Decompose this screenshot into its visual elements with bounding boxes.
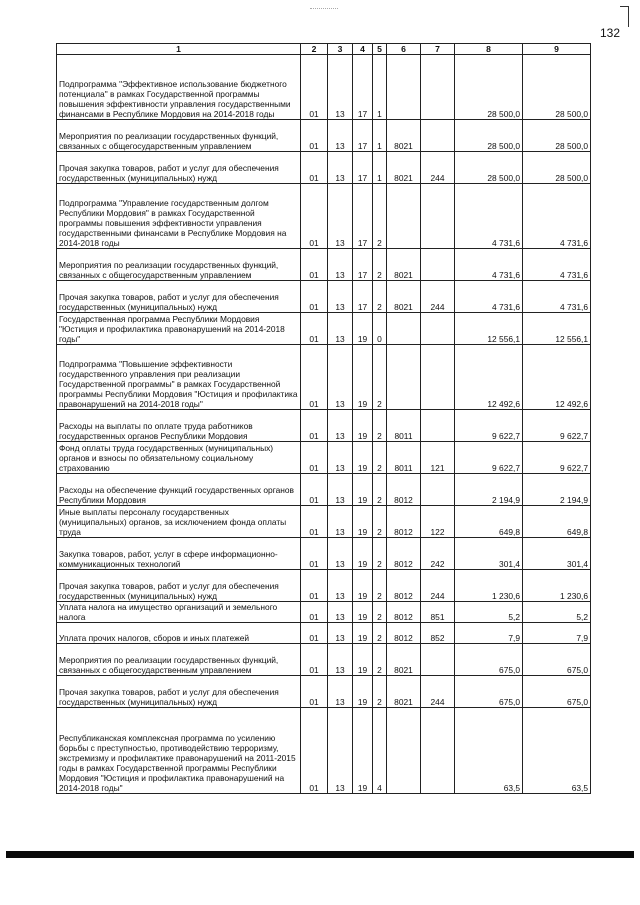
code-expense-type-cell <box>421 120 455 152</box>
code-section-cell: 13 <box>328 184 353 249</box>
header-cell: 9 <box>523 44 591 55</box>
code-subprogram-cell: 2 <box>373 281 387 313</box>
amount-cell: 675,0 <box>455 644 523 676</box>
row-name-cell: Мероприятия по реализации государственных функций, связанных с общегосударственным управлением <box>57 249 301 281</box>
code-item-cell: 8012 <box>387 506 421 538</box>
code-program-cell: 19 <box>353 623 373 644</box>
code-expense-type-cell <box>421 313 455 345</box>
row-name-cell: Республиканская комплексная программа по усилению борьбы с преступностью, противодействию терроризму, экстремизму и профилактике правонарушений на 2011-2015 годы в рамках Государственной программы Республики Мордовия "Юстиция и профилактика правонарушений на 2014-2018 годы" <box>57 708 301 794</box>
code-program-cell: 19 <box>353 345 373 410</box>
amount-cell: 12 556,1 <box>455 313 523 345</box>
code-program-cell: 19 <box>353 676 373 708</box>
code-chapter-cell: 01 <box>301 313 328 345</box>
amount-cell: 9 622,7 <box>455 442 523 474</box>
table-row <box>57 55 591 120</box>
table-row <box>57 708 591 794</box>
row-name-cell: Государственная программа Республики Мордовия "Юстиция и профилактика правонарушений на 2014-2018 годы" <box>57 313 301 345</box>
code-program-cell: 19 <box>353 708 373 794</box>
code-expense-type-cell <box>421 410 455 442</box>
amount-total-cell: 9 622,7 <box>523 442 591 474</box>
code-program-cell: 19 <box>353 506 373 538</box>
code-expense-type-cell <box>421 708 455 794</box>
amount-cell: 28 500,0 <box>455 120 523 152</box>
amount-total-cell: 12 492,6 <box>523 345 591 410</box>
code-section-cell: 13 <box>328 602 353 623</box>
code-chapter-cell: 01 <box>301 623 328 644</box>
row-name-cell: Подпрограмма "Эффективное использование бюджетного потенциала" в рамках Государственной программы повышения эффективности управления государственными финансами в Республике Мордовия на 2014-2018 годы <box>57 55 301 120</box>
code-program-cell: 17 <box>353 281 373 313</box>
code-chapter-cell: 01 <box>301 152 328 184</box>
row-name-cell: Подпрограмма "Управление государственным долгом Республики Мордовия" в рамках Государственной программы повышения эффективности управления государственными финансами в Республике Мордовия на 2014-2018 годы <box>57 184 301 249</box>
code-program-cell: 17 <box>353 55 373 120</box>
code-item-cell: 8021 <box>387 120 421 152</box>
code-section-cell: 13 <box>328 345 353 410</box>
code-item-cell: 8021 <box>387 644 421 676</box>
code-expense-type-cell: 244 <box>421 152 455 184</box>
amount-total-cell: 9 622,7 <box>523 410 591 442</box>
row-name-cell: Закупка товаров, работ, услуг в сфере информационно-коммуникационных технологий <box>57 538 301 570</box>
table-row <box>57 120 591 152</box>
code-section-cell: 13 <box>328 570 353 602</box>
code-program-cell: 17 <box>353 152 373 184</box>
row-name-cell: Уплата прочих налогов, сборов и иных платежей <box>57 623 301 644</box>
code-chapter-cell: 01 <box>301 249 328 281</box>
row-name-cell: Мероприятия по реализации государственных функций, связанных с общегосударственным управлением <box>57 120 301 152</box>
code-item-cell: 8021 <box>387 152 421 184</box>
table-row <box>57 281 591 313</box>
code-subprogram-cell: 2 <box>373 249 387 281</box>
code-item-cell <box>387 55 421 120</box>
code-chapter-cell: 01 <box>301 184 328 249</box>
code-chapter-cell: 01 <box>301 442 328 474</box>
code-expense-type-cell: 244 <box>421 570 455 602</box>
code-expense-type-cell: 121 <box>421 442 455 474</box>
table-row <box>57 345 591 410</box>
code-section-cell: 13 <box>328 313 353 345</box>
code-section-cell: 13 <box>328 708 353 794</box>
code-program-cell: 19 <box>353 644 373 676</box>
row-name-cell: Прочая закупка товаров, работ и услуг для обеспечения государственных (муниципальных) нужд <box>57 281 301 313</box>
header-cell: 5 <box>373 44 387 55</box>
code-expense-type-cell: 244 <box>421 281 455 313</box>
code-program-cell: 19 <box>353 570 373 602</box>
code-item-cell: 8012 <box>387 623 421 644</box>
code-item-cell: 8021 <box>387 281 421 313</box>
code-expense-type-cell: 242 <box>421 538 455 570</box>
amount-total-cell: 28 500,0 <box>523 55 591 120</box>
code-section-cell: 13 <box>328 120 353 152</box>
code-program-cell: 17 <box>353 184 373 249</box>
amount-total-cell: 4 731,6 <box>523 184 591 249</box>
amount-cell: 9 622,7 <box>455 410 523 442</box>
amount-cell: 649,8 <box>455 506 523 538</box>
code-item-cell: 8011 <box>387 410 421 442</box>
code-subprogram-cell: 2 <box>373 184 387 249</box>
code-chapter-cell: 01 <box>301 644 328 676</box>
table-row <box>57 570 591 602</box>
row-name-cell: Расходы на обеспечение функций государственных органов Республики Мордовия <box>57 474 301 506</box>
code-subprogram-cell: 2 <box>373 602 387 623</box>
amount-cell: 4 731,6 <box>455 249 523 281</box>
code-item-cell: 8021 <box>387 676 421 708</box>
amount-total-cell: 649,8 <box>523 506 591 538</box>
code-section-cell: 13 <box>328 506 353 538</box>
code-item-cell: 8012 <box>387 474 421 506</box>
code-program-cell: 19 <box>353 442 373 474</box>
amount-total-cell: 12 556,1 <box>523 313 591 345</box>
amount-total-cell: 63,5 <box>523 708 591 794</box>
code-program-cell: 19 <box>353 410 373 442</box>
amount-total-cell: 4 731,6 <box>523 281 591 313</box>
amount-cell: 675,0 <box>455 676 523 708</box>
code-subprogram-cell: 1 <box>373 152 387 184</box>
table-row <box>57 410 591 442</box>
code-item-cell <box>387 708 421 794</box>
code-item-cell: 8011 <box>387 442 421 474</box>
amount-cell: 7,9 <box>455 623 523 644</box>
amount-total-cell: 28 500,0 <box>523 152 591 184</box>
code-expense-type-cell <box>421 644 455 676</box>
code-chapter-cell: 01 <box>301 570 328 602</box>
row-name-cell: Мероприятия по реализации государственных функций, связанных с общегосударственным управлением <box>57 644 301 676</box>
code-program-cell: 19 <box>353 602 373 623</box>
table-row <box>57 313 591 345</box>
row-name-cell: Иные выплаты персоналу государственных (муниципальных) органов, за исключением фонда оплаты труда <box>57 506 301 538</box>
amount-total-cell: 675,0 <box>523 676 591 708</box>
code-item-cell <box>387 345 421 410</box>
code-expense-type-cell: 244 <box>421 676 455 708</box>
code-section-cell: 13 <box>328 281 353 313</box>
code-expense-type-cell <box>421 184 455 249</box>
table-row <box>57 152 591 184</box>
amount-cell: 63,5 <box>455 708 523 794</box>
code-subprogram-cell: 2 <box>373 644 387 676</box>
code-chapter-cell: 01 <box>301 506 328 538</box>
code-expense-type-cell: 851 <box>421 602 455 623</box>
code-subprogram-cell: 4 <box>373 708 387 794</box>
code-section-cell: 13 <box>328 676 353 708</box>
code-subprogram-cell: 2 <box>373 345 387 410</box>
header-cell: 7 <box>421 44 455 55</box>
code-section-cell: 13 <box>328 152 353 184</box>
budget-table <box>56 43 591 794</box>
code-subprogram-cell: 2 <box>373 570 387 602</box>
code-item-cell: 8021 <box>387 249 421 281</box>
code-item-cell <box>387 184 421 249</box>
code-chapter-cell: 01 <box>301 120 328 152</box>
scan-mark-top <box>310 8 338 11</box>
header-cell: 4 <box>353 44 373 55</box>
code-section-cell: 13 <box>328 249 353 281</box>
code-chapter-cell: 01 <box>301 602 328 623</box>
amount-cell: 28 500,0 <box>455 152 523 184</box>
table-row <box>57 623 591 644</box>
code-section-cell: 13 <box>328 474 353 506</box>
header-cell: 1 <box>57 44 301 55</box>
code-item-cell: 8012 <box>387 602 421 623</box>
amount-cell: 12 492,6 <box>455 345 523 410</box>
code-expense-type-cell: 852 <box>421 623 455 644</box>
amount-total-cell: 675,0 <box>523 644 591 676</box>
table-row <box>57 644 591 676</box>
table-row <box>57 474 591 506</box>
row-name-cell: Прочая закупка товаров, работ и услуг для обеспечения государственных (муниципальных) нужд <box>57 152 301 184</box>
row-name-cell: Уплата налога на имущество организаций и земельного налога <box>57 602 301 623</box>
code-subprogram-cell: 1 <box>373 55 387 120</box>
code-subprogram-cell: 2 <box>373 623 387 644</box>
amount-total-cell: 301,4 <box>523 538 591 570</box>
amount-cell: 28 500,0 <box>455 55 523 120</box>
scan-corner-mark <box>620 6 629 27</box>
code-section-cell: 13 <box>328 410 353 442</box>
table-row <box>57 602 591 623</box>
table-row <box>57 538 591 570</box>
row-name-cell: Фонд оплаты труда государственных (муниципальных) органов и взносы по обязательному социальному страхованию <box>57 442 301 474</box>
table-row <box>57 249 591 281</box>
code-chapter-cell: 01 <box>301 281 328 313</box>
amount-total-cell: 5,2 <box>523 602 591 623</box>
row-name-cell: Подпрограмма "Повышение эффективности государственного управления при реализации Государственной программы" в рамках Государственной программы Республики Мордовия "Юстиция и профилактика правонарушений на 2014-2018 годы" <box>57 345 301 410</box>
bottom-scan-bar <box>6 851 634 858</box>
code-expense-type-cell <box>421 249 455 281</box>
code-program-cell: 17 <box>353 120 373 152</box>
code-chapter-cell: 01 <box>301 676 328 708</box>
code-subprogram-cell: 2 <box>373 442 387 474</box>
code-expense-type-cell <box>421 474 455 506</box>
code-subprogram-cell: 2 <box>373 538 387 570</box>
code-program-cell: 19 <box>353 538 373 570</box>
code-section-cell: 13 <box>328 538 353 570</box>
amount-cell: 2 194,9 <box>455 474 523 506</box>
amount-cell: 301,4 <box>455 538 523 570</box>
code-chapter-cell: 01 <box>301 708 328 794</box>
table-row <box>57 676 591 708</box>
code-program-cell: 17 <box>353 249 373 281</box>
code-subprogram-cell: 0 <box>373 313 387 345</box>
header-cell: 8 <box>455 44 523 55</box>
amount-total-cell: 7,9 <box>523 623 591 644</box>
amount-cell: 4 731,6 <box>455 184 523 249</box>
code-subprogram-cell: 2 <box>373 410 387 442</box>
header-cell: 3 <box>328 44 353 55</box>
code-chapter-cell: 01 <box>301 410 328 442</box>
table-row <box>57 442 591 474</box>
code-chapter-cell: 01 <box>301 474 328 506</box>
code-expense-type-cell <box>421 345 455 410</box>
code-section-cell: 13 <box>328 55 353 120</box>
code-subprogram-cell: 2 <box>373 506 387 538</box>
code-section-cell: 13 <box>328 644 353 676</box>
amount-cell: 4 731,6 <box>455 281 523 313</box>
code-subprogram-cell: 2 <box>373 474 387 506</box>
table-body <box>57 55 591 794</box>
amount-cell: 5,2 <box>455 602 523 623</box>
row-name-cell: Прочая закупка товаров, работ и услуг для обеспечения государственных (муниципальных) нужд <box>57 676 301 708</box>
table-row <box>57 184 591 249</box>
amount-total-cell: 2 194,9 <box>523 474 591 506</box>
table-row <box>57 506 591 538</box>
code-section-cell: 13 <box>328 442 353 474</box>
page-number: 132 <box>599 26 620 40</box>
code-chapter-cell: 01 <box>301 345 328 410</box>
code-program-cell: 19 <box>353 474 373 506</box>
code-expense-type-cell <box>421 55 455 120</box>
code-item-cell: 8012 <box>387 570 421 602</box>
code-subprogram-cell: 1 <box>373 120 387 152</box>
header-cell: 2 <box>301 44 328 55</box>
row-name-cell: Расходы на выплаты по оплате труда работников государственных органов Республики Мордовия <box>57 410 301 442</box>
code-item-cell <box>387 313 421 345</box>
code-section-cell: 13 <box>328 623 353 644</box>
row-name-cell: Прочая закупка товаров, работ и услуг для обеспечения государственных (муниципальных) нужд <box>57 570 301 602</box>
amount-total-cell: 28 500,0 <box>523 120 591 152</box>
amount-cell: 1 230,6 <box>455 570 523 602</box>
amount-total-cell: 1 230,6 <box>523 570 591 602</box>
code-subprogram-cell: 2 <box>373 676 387 708</box>
code-expense-type-cell: 122 <box>421 506 455 538</box>
code-chapter-cell: 01 <box>301 538 328 570</box>
table-header-row <box>57 44 591 55</box>
amount-total-cell: 4 731,6 <box>523 249 591 281</box>
header-cell: 6 <box>387 44 421 55</box>
code-item-cell: 8012 <box>387 538 421 570</box>
code-program-cell: 19 <box>353 313 373 345</box>
code-chapter-cell: 01 <box>301 55 328 120</box>
